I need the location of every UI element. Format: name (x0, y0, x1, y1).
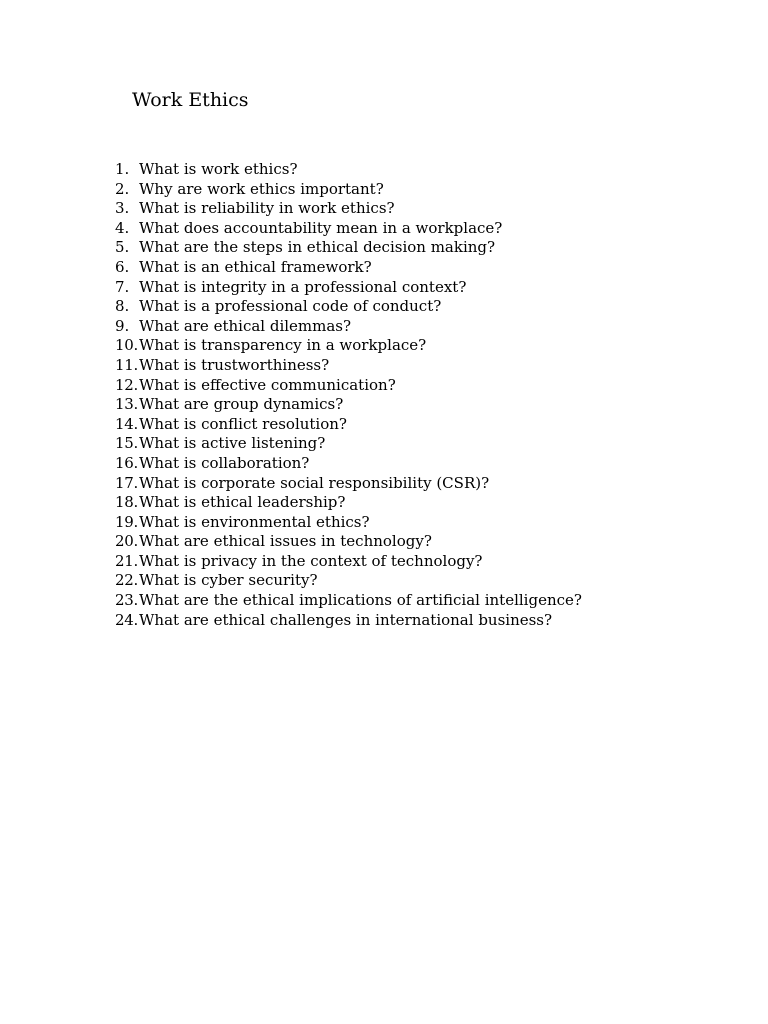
question-item (115, 317, 582, 337)
question-number: 11. (115, 355, 138, 374)
question-number: 24. (115, 610, 138, 629)
question-text: What are the steps in ethical decision making? (139, 238, 496, 257)
question-text: What are the ethical implications of artificial intelligence? (139, 591, 582, 610)
question-item (115, 336, 582, 356)
question-item (115, 474, 582, 494)
question-text: What is reliability in work ethics? (139, 199, 395, 218)
question-text: What is transparency in a workplace? (139, 336, 427, 355)
question-number: 10. (115, 336, 138, 355)
question-text: What are ethical challenges in international business? (139, 610, 553, 629)
question-item (115, 532, 582, 552)
question-number: 4. (115, 218, 130, 237)
question-number: 8. (115, 297, 130, 316)
question-text: What is a professional code of conduct? (139, 297, 442, 316)
question-item (115, 180, 582, 200)
question-item (115, 356, 582, 376)
question-item (115, 278, 582, 298)
question-text: What is corporate social responsibility (CSR)? (139, 473, 490, 492)
question-text: What is an ethical framework? (139, 257, 372, 276)
question-text: What is ethical leadership? (139, 493, 346, 512)
question-item (115, 160, 582, 180)
question-number: 6. (115, 257, 130, 276)
question-item (115, 611, 582, 631)
question-list (115, 160, 582, 630)
question-item (115, 591, 582, 611)
question-number: 7. (115, 277, 130, 296)
question-text: What is active listening? (139, 434, 326, 453)
question-item (115, 297, 582, 317)
question-number: 14. (115, 414, 138, 433)
question-number: 13. (115, 395, 138, 414)
question-number: 12. (115, 375, 138, 394)
question-text: What is work ethics? (139, 160, 298, 178)
question-item (115, 552, 582, 572)
question-number: 15. (115, 434, 138, 453)
question-text: What is cyber security? (139, 571, 318, 590)
question-item (115, 571, 582, 591)
question-item (115, 454, 582, 474)
question-item (115, 434, 582, 454)
question-number: 23. (115, 591, 138, 610)
question-number: 20. (115, 532, 138, 551)
question-number: 21. (115, 551, 138, 570)
question-item (115, 415, 582, 435)
question-item (115, 199, 582, 219)
question-item (115, 238, 582, 258)
question-text: What is effective communication? (139, 375, 396, 394)
page-title: Work Ethics (132, 89, 249, 111)
question-item (115, 493, 582, 513)
question-number: 18. (115, 493, 138, 512)
question-text: What is environmental ethics? (139, 512, 370, 531)
question-text: Why are work ethics important? (139, 179, 384, 198)
question-text: What is privacy in the context of technology? (139, 551, 483, 570)
question-item (115, 395, 582, 415)
question-number: 17. (115, 473, 138, 492)
question-text: What does accountability mean in a workplace? (139, 218, 503, 237)
question-text: What are ethical dilemmas? (139, 316, 352, 335)
question-number: 9. (115, 316, 130, 335)
question-text: What is integrity in a professional context? (139, 277, 467, 296)
question-text: What are group dynamics? (139, 395, 344, 414)
question-number: 22. (115, 571, 138, 590)
question-item (115, 258, 582, 278)
question-number: 5. (115, 238, 130, 257)
question-number: 16. (115, 453, 138, 472)
question-number: 3. (115, 199, 130, 218)
question-item (115, 376, 582, 396)
question-number: 2. (115, 179, 130, 198)
question-text: What is trustworthiness? (139, 355, 330, 374)
question-item (115, 513, 582, 533)
question-number: 19. (115, 512, 138, 531)
question-item (115, 219, 582, 239)
question-number: 1. (115, 160, 130, 178)
question-text: What is collaboration? (139, 453, 310, 472)
question-text: What are ethical issues in technology? (139, 532, 432, 551)
question-text: What is conflict resolution? (139, 414, 347, 433)
